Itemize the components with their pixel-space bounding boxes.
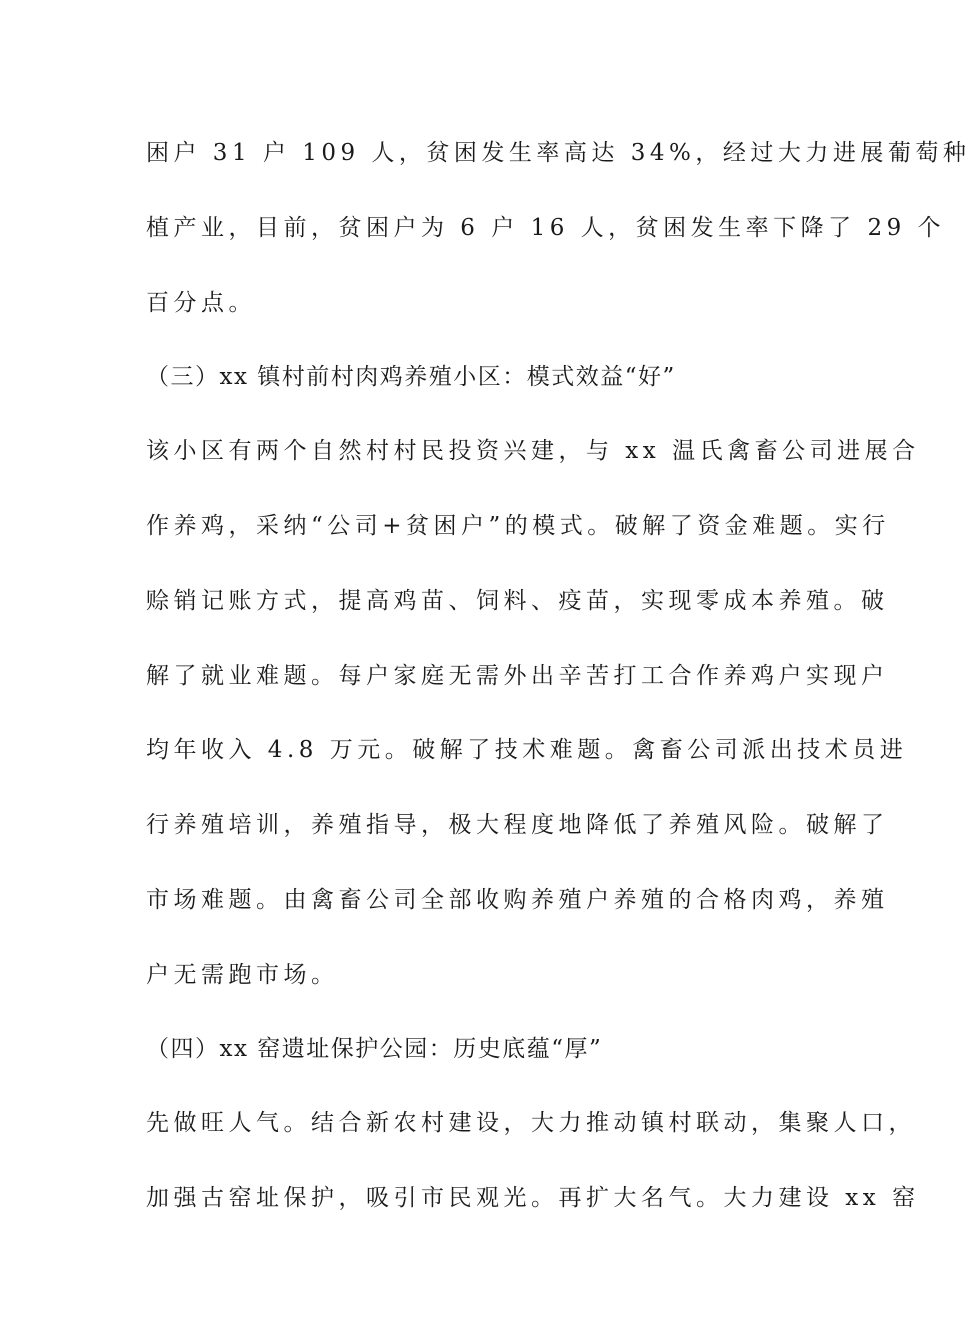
paragraph-line: 困户 31 户 109 人，贫困发生率高达 34%，经过大力进展葡萄种 bbox=[146, 140, 970, 166]
paragraph-line: 行养殖培训，养殖指导，极大程度地降低了养殖风险。破解了 bbox=[146, 812, 889, 838]
paragraph-line: 户无需跑市场。 bbox=[146, 962, 339, 988]
paragraph-line: 解了就业难题。每户家庭无需外出辛苦打工合作养鸡户实现户 bbox=[146, 663, 889, 689]
paragraph-line: 先做旺人气。结合新农村建设，大力推动镇村联动，集聚人口， bbox=[146, 1110, 916, 1136]
paragraph-line: 赊销记账方式，提高鸡苗、饲料、疫苗，实现零成本养殖。破 bbox=[146, 588, 889, 614]
section-heading-3: （三）xx 镇村前村肉鸡养殖小区：模式效益“好” bbox=[146, 364, 676, 390]
paragraph-line: 加强古窑址保护，吸引市民观光。再扩大名气。大力建设 xx 窑 bbox=[146, 1185, 920, 1211]
paragraph-line: 植产业，目前，贫困户为 6 户 16 人，贫困发生率下降了 29 个 bbox=[146, 215, 946, 241]
paragraph-line: 作养鸡，采纳“公司+贫困户”的模式。破解了资金难题。实行 bbox=[146, 513, 890, 539]
paragraph-line: 该小区有两个自然村村民投资兴建，与 xx 温氏禽畜公司进展合 bbox=[146, 438, 920, 464]
section-heading-4: （四）xx 窑遗址保护公园：历史底蕴“厚” bbox=[146, 1036, 603, 1062]
paragraph-line: 市场难题。由禽畜公司全部收购养殖户养殖的合格肉鸡，养殖 bbox=[146, 887, 889, 913]
paragraph-line: 均年收入 4.8 万元。破解了技术难题。禽畜公司派出技术员进 bbox=[146, 737, 908, 763]
paragraph-line: 百分点。 bbox=[146, 290, 256, 316]
